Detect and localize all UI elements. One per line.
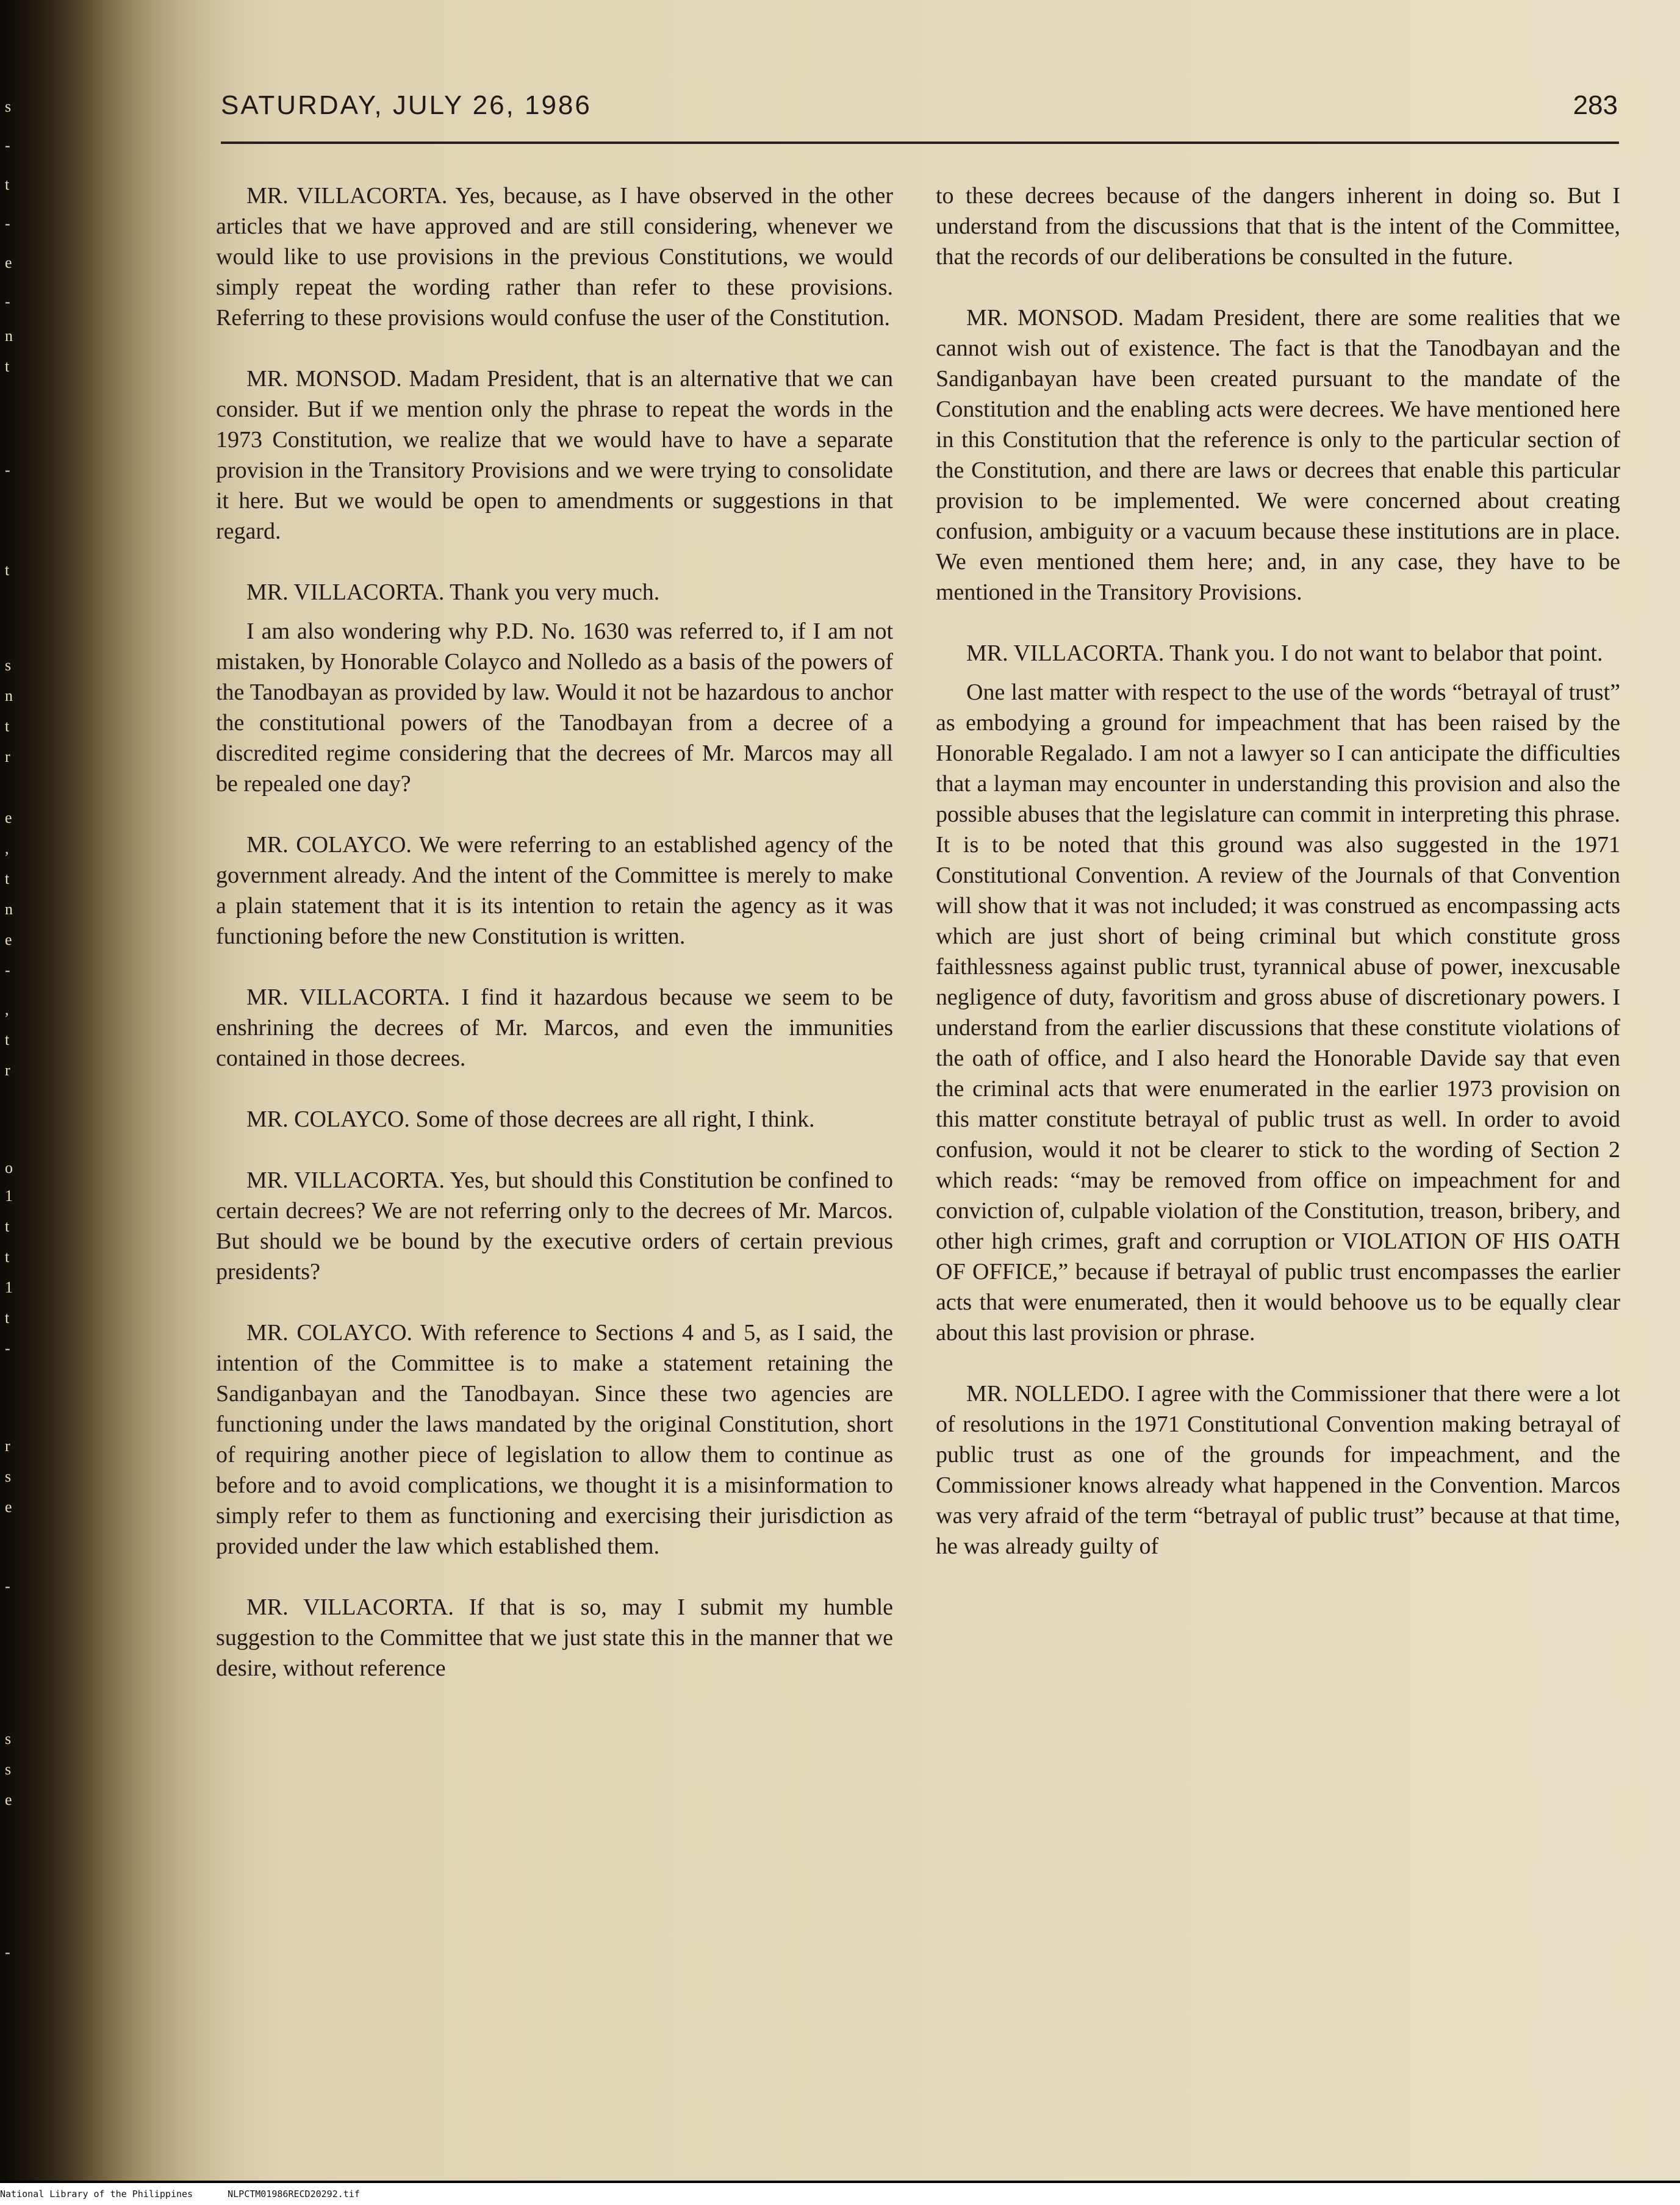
gutter-fragment: e [5,1791,12,1809]
paragraph: MR. NOLLEDO. I agree with the Commissioner that there were a lot of resolutions in the 1971 Constitutional Convention making betrayal of public trust as one of the grounds for impeachment, and the Commissioner knows already what happened in the Convention. Marcos was very afraid of the term “betrayal of public trust” because at that time, he was already guilty of [936,1381,1620,1559]
gutter-fragment: t [5,1309,10,1327]
right-column [936,181,1620,1592]
gutter-fragment: - [5,215,10,232]
gutter-fragment: r [5,748,10,765]
gutter-fragment: t [5,176,10,193]
gutter-fragment: n [5,327,13,345]
header-date: SATURDAY, JULY 26, 1986 [221,90,592,120]
gutter-fragment: - [5,1577,10,1595]
gutter-fragment: s [5,1468,12,1485]
paragraph: I am also wondering why P.D. No. 1630 was referred to, if I am not mistaken, by Honorable Colayco and Nolledo as a basis of the powers of the Tanodbayan as provided by law. Would it not be hazardous to anchor the constitutional powers of the Tanodbayan from a decree of a discredited regime considering that the decrees of Mr. Marcos may all be repealed one day? [216,618,893,797]
gutter-fragment: t [5,870,10,887]
paragraph: MR. VILLACORTA. Thank you. I do not want to belabor that point. [966,640,1603,666]
gutter-fragment: r [5,1437,10,1455]
gutter-fragment: - [5,461,10,479]
gutter-fragment: - [5,137,10,154]
paragraph: MR. COLAYCO. Some of those decrees are all right, I think. [246,1106,815,1132]
gutter-fragment: e [5,254,12,271]
gutter-fragment: s [5,1760,12,1778]
paragraph: MR. MONSOD. Madam President, that is an alternative that we can consider. But if we mention only the phrase to repeat the words in the 1973 Constitution, we realize that we would have to have a separate provision in the Transitory Provisions and we were trying to consolidate it here. But we would be open to amendments or suggestions in that regard. [216,366,893,544]
gutter-fragment: - [5,1943,10,1961]
gutter-fragment: t [5,1031,10,1049]
paragraph: MR. VILLACORTA. Thank you very much. [246,579,660,605]
gutter-fragment: t [5,1248,10,1266]
gutter-fragment: - [5,1339,10,1357]
left-column [216,181,893,1714]
gutter-fragment: r [5,1061,10,1079]
gutter-fragment: t [5,357,10,375]
paragraph: MR. MONSOD. Madam President, there are some realities that we cannot wish out of existence. The fact is that the Tanodbayan and the Sandiganbayan have been created pursuant to the mandate of the Constitution and the enabling acts were decrees. We have mentioned here in this Constitution that the reference is only to the particular section of the Constitution, and there are laws or decrees that enable this particular provision to be implemented. We were concerned about creating confusion, ambiguity or a vacuum because these institutions are in place. We even mentioned them here; and, in any case, they have to be mentioned in the Transitory Provisions. [936,305,1620,605]
gutter-fragment: o [5,1159,13,1177]
gutter-fragment: s [5,656,12,674]
paragraph: One last matter with respect to the use of the words “betrayal of trust” as embodying a ground for impeachment that has been raised by the Honorable Regalado. I am not a lawyer so I can anticipate the difficulties that a layman may encounter in understanding this provision and also the possible abuses that the legislature can commit in interpreting this phrase. It is to be noted that this ground was also suggested in the 1971 Constitutional Convention. A review of the Journals of that Convention will show that it was not included; it was construed as encompassing acts which are just short of being criminal but which constitute gross faithlessness against public trust, tyrannical abuse of power, inexcusable negligence of duty, favoritism and gross abuse of discretionary powers. I understand from the earlier discussions that these constitute violations of the oath of office, and I also heard the Honorable Davide say that even the criminal acts that were enumerated in the earlier 1973 provision on this matter constitute betrayal of public trust as well. In order to avoid confusion, would it not be clearer to stick to the wording of Section 2 which reads: “may be removed from office on impeachment for and conviction of, culpable violation of the Constitution, treason, bribery, and other high crimes, graft and corruption or VIOLATION OF HIS OATH OF OFFICE,” because if betrayal of public trust encompasses the earlier acts that were enumerated, then it would behoove us to be equally clear about this last provision or phrase. [936,679,1620,1346]
page-number: 283 [1573,90,1618,120]
gutter-fragment: t [5,717,10,735]
scan-filename: NLPCTM01986RECD20292.tif [228,2189,360,2200]
gutter-fragment: e [5,931,12,948]
library-credit: National Library of the Philippines [0,2189,193,2200]
paragraph: MR. VILLACORTA. Yes, but should this Constitution be confined to certain decrees? We are not referring only to the decrees of Mr. Marcos. But should we be bound by the executive orders of certain previous presidents? [216,1167,893,1285]
page-header [221,90,1618,127]
gutter-fragment: - [5,293,10,310]
gutter-fragment: e [5,809,12,826]
gutter-fragment: n [5,687,13,705]
paragraph: MR. COLAYCO. With reference to Sections 4 and 5, as I said, the intention of the Committee is to make a statement retaining the Sandiganbayan and the Tanodbayan. Since these two agencies are functioning under the laws mandated by the original Constitution, short of requiring another piece of legislation to allow them to continue as before and to avoid complications, we thought it is a misinformation to simply refer to them as functioning and exercising their jurisdiction as provided under the law which established them. [216,1320,893,1559]
paragraph: MR. VILLACORTA. Yes, because, as I have observed in the other articles that we have approved and are still considering, whenever we would like to use provisions in the previous Constitutions, we would simply repeat the wording rather than refer to these provisions. Referring to these provisions would confuse the user of the Constitution. [216,183,893,331]
scan-footer [0,2189,389,2200]
previous-page-gutter [0,0,24,2181]
gutter-fragment: , [5,839,9,857]
gutter-fragment: s [5,1730,12,1748]
gutter-fragment: 1 [5,1187,13,1205]
gutter-fragment: s [5,98,12,115]
header-rule [221,142,1619,144]
paragraph: MR. COLAYCO. We were referring to an established agency of the government already. And the intent of the Committee is merely to make a plain statement that it is its intention to retain the agency as it was functioning before the new Constitution is written. [216,832,893,949]
gutter-fragment: e [5,1498,12,1516]
gutter-fragment: t [5,1217,10,1235]
gutter-fragment: 1 [5,1278,13,1296]
gutter-fragment: , [5,1000,9,1018]
scan-edge [0,2181,1680,2183]
paragraph: to these decrees because of the dangers inherent in doing so. But I understand from the discussions that that is the intent of the Committee, that the records of our deliberations be consulted in the future. [936,183,1620,270]
gutter-fragment: t [5,561,10,579]
paragraph: MR. VILLACORTA. If that is so, may I submit my humble suggestion to the Committee that we just state this in the manner that we desire, without reference [216,1594,893,1681]
gutter-fragment: n [5,900,13,918]
gutter-fragment: - [5,961,10,979]
paragraph: MR. VILLACORTA. I find it hazardous because we seem to be enshrining the decrees of Mr. Marcos, and even the immunities contained in those decrees. [216,984,893,1071]
